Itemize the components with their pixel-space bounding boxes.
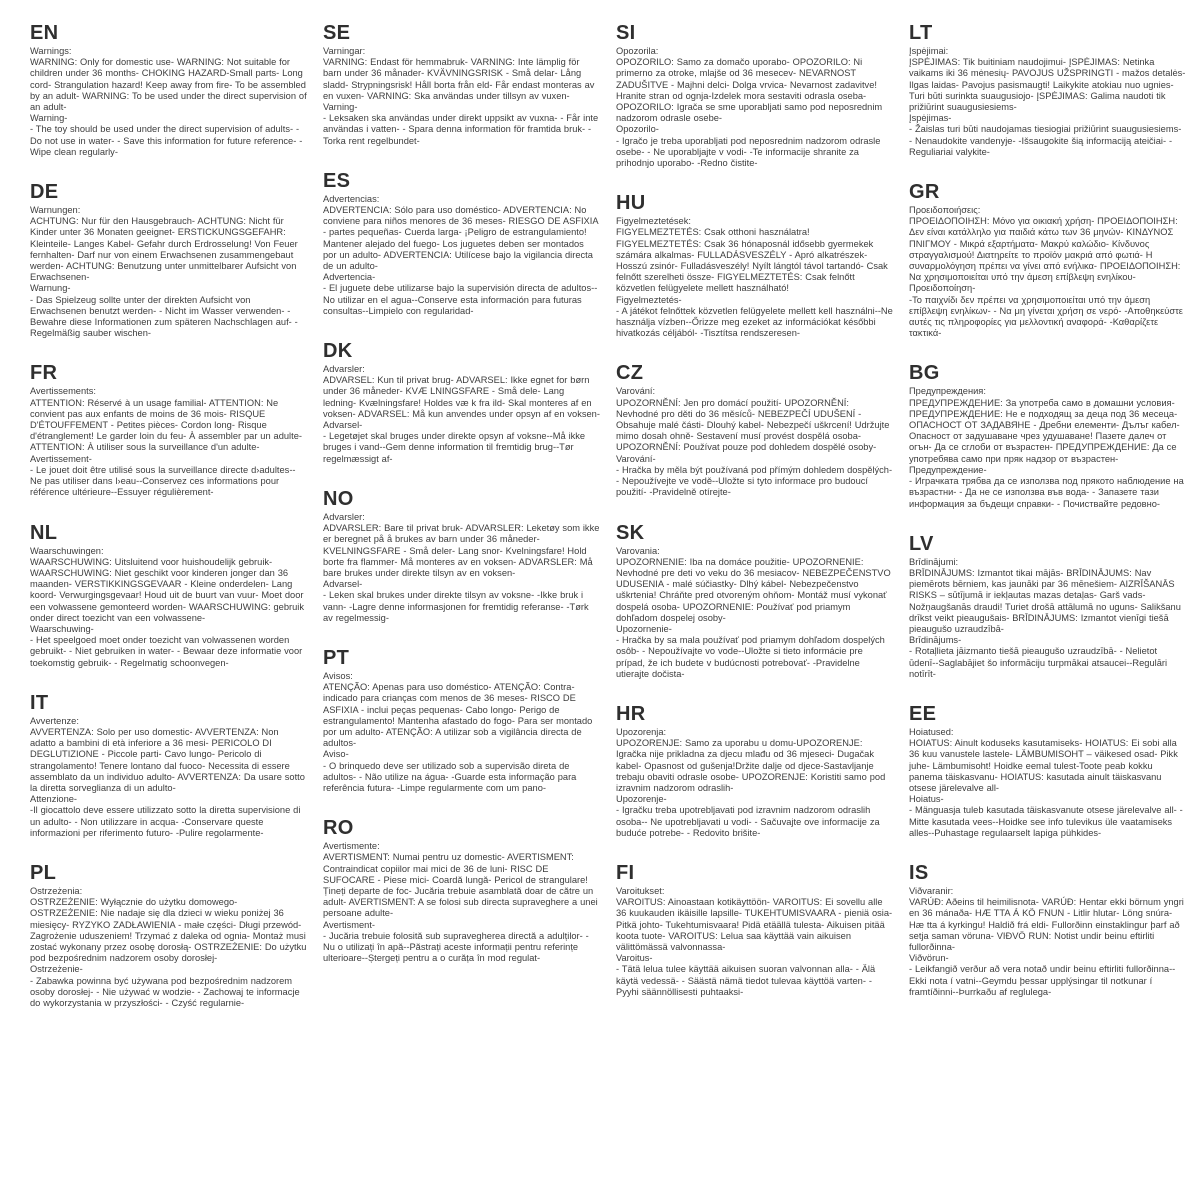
warning-text: WARNING: Only for domestic use- WARNING: Not suitable for children under 36 months- CHOKING HAZARD-Small parts- Long cord- Strangulation hazard! Keep away from fire- To be assembled by an adult- WARNING: To be used under the direct supervision of an adult- (30, 57, 307, 113)
warning-note-label: Upozorenje- (616, 794, 667, 805)
warning-text: OSTRZEŻENIE: Wyłącznie do użytku domowego- OSTRZEŻENIE: Nie nadaje się dla dzieci w wieku poniżej 36 miesięcy- RYZYKO ZADŁAWIENIA - małe części- Długi przewód- Zagrożenie uduszeniem! Trzymać z daleka od ognia- Montaż musi zostać wykonany przez osobę dorosłą- OSTRZEŻENIE: Do użytku pod bezpośrednim nadzorem osoby dorosłej- (30, 897, 307, 964)
warning-note-label: Varning- (323, 102, 358, 113)
language-code: IT (30, 691, 49, 714)
warnings-heading: Avertissements: (30, 386, 96, 397)
warning-text: ADVARSLER: Bare til privat bruk- ADVARSLER: Leketøy som ikke er beregnet på å brukes av barn under 36 måneder- KVELNINGSFARE - Små deler- Lang snor- Kvelningsfare! Hold borte fra flammer- Må monteres av en voksen- ADVARSLER: Må bare brukes under direkte tilsyn av en voksen- (323, 523, 600, 578)
language-section (909, 862, 1186, 998)
warning-note-label: Warning- (30, 113, 68, 124)
warning-text: BRĪDINĀJUMS: Izmantot tikai mājās- BRĪDINĀJUMS: Nav piemērots bērniem, kas jaunāki par 36 mēnešiem- AIZRĪŠANĀS RISKS – sūtījumā ir iekļautas mazas detaļas- Garš vads- Nožņaugšanās draudi! Turiet drošā attālumā no uguns- Salikšanu drīkst veikt pieaugušais- BRĪDINĀJUMS: Izmantot vienīgi tiešā pieaugušo uzraudzībā- (909, 567, 1181, 634)
language-section (30, 181, 307, 339)
language-code: DE (30, 181, 59, 204)
language-code: SE (323, 22, 351, 44)
language-section (616, 362, 893, 498)
warning-text: UPOZORENJE: Samo za uporabu u domu-UPOZORENJE: Igračka nije prikladna za djecu mlađu od 36 mjeseci- Dugačak kabel- Opasnost od gušenja!Držite dalje od djece-Sastavljanje trebaju obaviti odrasle osobe- UPOZORENJE: Koristiti samo pod izravnim nadzorom odraslih- (616, 738, 886, 793)
language-code: HU (616, 192, 646, 215)
language-section (616, 703, 893, 839)
warning-note-label: Aviso- (323, 749, 349, 760)
warning-details: - Igračo je treba uporabljati pod neposrednim nadzorom odrasle osebe- - Ne uporabljajte v vodi- -Te informacije shranite za prihodnjo uporabo- -Redno čistite- (616, 135, 881, 169)
warning-note-label: Įspėjimas- (909, 113, 952, 124)
warnings-heading: Viðvaranir: (909, 885, 954, 896)
warnings-heading: Upozorenja: (616, 726, 667, 737)
warning-note-label: Hoiatus- (909, 794, 944, 805)
warning-details: - Leksaken ska användas under direkt uppsikt av vuxna- - Får inte användas i vatten- - Spara denna information för framtida bruk- - Torka rent regelbundet- (323, 113, 599, 146)
language-section (30, 22, 307, 158)
warning-details: - Žaislas turi būti naudojamas tiesiogiai prižiūrint suaugusiesiems- - Nenaudokite vandenyje- -Išsaugokite šią informaciją ateičiai- -Reguliariai valykite- (909, 124, 1182, 157)
warning-text: FIGYELMEZTETÉS: Csak otthoni használatra! FIGYELMEZTETÉS: Csak 36 hónaposnál idősebb gyermekek számára alkalmas- FULLADÁSVESZÉLY - Apró alkatrészek- Hosszú zsinór- Fulladásveszély! Nyílt lángtól távol tartandó- Csak felnőtt szerelheti össze- FIGYELMEZTETÉS: Csak felnőtt közvetlen felügyelete mellett használható! (616, 227, 888, 294)
warning-details: - Hračka by měla být používaná pod přímým dohledem dospělých- - Nepoužívejte ve vodě--Uložte si tyto informace pro budoucí použití- -Pravidelně otírejte- (616, 464, 893, 498)
language-code: RO (323, 817, 354, 840)
warnings-heading: Įspėjimai: (909, 46, 949, 56)
warnings-heading: Προειδοποιήσεις: (909, 205, 981, 216)
warnings-column-2 (323, 22, 600, 1184)
warnings-heading: Warnungen: (30, 205, 81, 216)
warning-text: ATENÇÃO: Apenas para uso doméstico- ATENÇÃO: Contra-indicado para crianças com menos de 36 meses- RISCO DE ASFIXIA - inclui peças pequenas- Cabo longo- Perigo de estrangulamento! Mantenha afastado do fogo- Para ser montado por um adulto- ATENÇÃO: A utilizar sob a vigilância directa de adultos- (323, 682, 593, 749)
warning-text: AVERTISMENT: Numai pentru uz domestic- AVERTISMENT: Contraindicat copiilor mai mici de 36 de luni- RISC DE SUFOCARE - Piese mici- Coardă lungă- Pericol de strangulare! Țineți departe de foc- Jucăria trebuie asamblată doar de către un adult- AVERTISMENT: A se folosi sub directa supraveghere a unei persoane adulte- (323, 852, 598, 919)
warning-note-label: Viðvörun- (909, 953, 949, 964)
warning-details: - El juguete debe utilizarse bajo la supervisión directa de adultos--No utilizar en el agua--Conserve esta información para futuras consultas--Limpielo con regularidad- (323, 283, 598, 316)
language-section (909, 181, 1186, 339)
warning-note-label: Varoitus- (616, 953, 653, 964)
warnings-column-4 (909, 22, 1186, 1184)
warning-text: OPOZORILO: Samo za domačo uporabo- OPOZORILO: Ni primerno za otroke, mlajše od 36 mesecev- NEVARNOST ZADUŠITVE - Majhni delci- Dolga vrvica- Nevarnost zadavitve! Hranite stran od ognja-Izdelek mora sestaviti odrasla oseba- OPOZORILO: Igrača se sme uporabljati samo pod neposrednim nadzorom odrasle osebe- (616, 57, 883, 124)
language-code: HR (616, 702, 646, 725)
language-section (323, 817, 600, 964)
language-code: PL (30, 861, 57, 884)
warnings-heading: Varování: (616, 386, 656, 397)
warnings-heading: Opozorila: (616, 46, 659, 56)
language-section (909, 533, 1186, 680)
warnings-heading: Advarsler: (323, 511, 365, 522)
warning-note-label: Opozorilo- (616, 124, 659, 135)
warnings-heading: Figyelmeztetések: (616, 216, 691, 227)
language-code: FI (616, 861, 635, 884)
warning-text: HOIATUS: Ainult koduseks kasutamiseks- HOIATUS: Ei sobi alla 36 kuu vanustele lastele- LÄMBUMISOHT – väikesed osad- Pikk juhe- Lämbumisoht! Hoidke eemal tulest-Toote peab kokku panema täiskasvanu- HOIATUS: kasutada ainult täiskasvanu otsese järelevalve all- (909, 738, 1178, 793)
language-code: FR (30, 362, 58, 385)
warning-note-label: Avertissement- (30, 453, 92, 464)
warnings-heading: Avvertenze: (30, 715, 79, 726)
warning-note-label: Attenzione- (30, 794, 78, 805)
warning-details: - Legetøjet skal bruges under direkte opsyn af voksne--Må ikke bruges i vand--Gem denne information til fremtidig brug--Tør regelmæssigt af- (323, 431, 586, 464)
warning-details: - Igračku treba upotrebljavati pod izravnim nadzorom odraslih osoba-- Ne upotrebljavati u vodi- - Sačuvajte ove informacije za buduće potrebe- - Redovito brišite- (616, 805, 880, 838)
warning-details: - O brinquedo deve ser utilizado sob a supervisão direta de adultos- - Não utilize na água- -Guarde esta informação para referência futura- -Limpe regularmente com um pano- (323, 760, 577, 793)
language-section (323, 340, 600, 465)
language-code: DK (323, 340, 353, 363)
warning-note-label: Brīdinājums- (909, 635, 962, 646)
warnings-heading: Предупреждения: (909, 386, 986, 397)
warning-details: - Играчката трябва да се използва под прякото наблюдение на възрастни- - Да не се използва във вода- - Запазете тази информация за бъдещи справки- - Почиствайте редовно- (909, 476, 1184, 509)
language-code: LV (909, 532, 934, 555)
warning-text: UPOZORNĚNÍ: Jen pro domácí použití- UPOZORNĚNÍ: Nevhodné pro děti do 36 měsíců- NEBEZPEČÍ UDUŠENÍ - Obsahuje malé části- Dlouhý kabel- Nebezpečí uškrcení! Udržujte mimo dosah ohně- Sestavení musí provést dospělá osoba- UPOZORNĚNÍ: Používat pouze pod dohledem dospělé osoby- (616, 397, 890, 453)
language-section (909, 22, 1186, 158)
warning-details: - Mänguasja tuleb kasutada täiskasvanute otsese järelevalve all- - Mitte kasutada vees--Hoidke see info tulevikus üle vaatamiseks alles--Puhastage regulaarselt lapiga pühkides- (909, 805, 1183, 838)
warnings-heading: Hoiatused: (909, 726, 954, 737)
language-code: NL (30, 521, 58, 544)
warning-details: - Hračka by sa mala používať pod priamym dohľadom dospelých osôb- - Nepoužívajte vo vode--Uložte si tieto informácie pre prípad, že ich budete v budúcnosti potrebovať- -Pravidelne utierajte dočista- (616, 635, 885, 679)
warnings-heading: Waarschuwingen: (30, 545, 104, 556)
warning-text: ADVERTENCIA: Sólo para uso doméstico- ADVERTENCIA: No conviene para niños menores de 36 meses- RIESGO DE ASFIXIA - partes pequeñas- Cuerda larga- ¡Peligro de estrangulamiento! Mantener alejado del fuego- Los juguetes deben ser montados por un adulto- ADVERTENCIA: Utilícese bajo la vigilancia directa de un adulto- (323, 205, 599, 272)
warning-text: ΠΡΟΕΙΔΟΠΟΙΗΣΗ: Μόνο για οικιακή χρήση- ΠΡΟΕΙΔΟΠΟΙΗΣΗ: Δεν είναι κατάλληλο για παιδιά κάτω των 36 μηνών- ΚΙΝΔΥΝΟΣ ΠΝΙΓΜΟΥ - Μικρά εξαρτήματα- Μακρύ καλώδιο- Κίνδυνος στραγγαλισμού! Διατηρείτε το προϊόν μακριά από φωτιά- Η συναρμολόγηση πρέπει να γίνει από ενήλικα- ΠΡΟΕΙΔΟΠΟΙΗΣΗ: Να χρησιμοποιείται υπό την άμεση επίβλεψη ενηλίκου- (909, 216, 1181, 283)
warning-details: - Le jouet doit être utilisé sous la surveillance directe d›adultes--Ne pas utiliser dans l›eau--Conservez ces informations pour référence ultérieure--Essuyer régulièrement- (30, 464, 296, 498)
warnings-heading: Avertismente: (323, 841, 380, 852)
warning-details: - Jucăria trebuie folosită sub supravegherea directă a adulților- - Nu o utilizați în apă--Păstrați aceste informații pentru referințe ulterioare--Ștergeți pentru a o curăța în mod regulat- (323, 930, 589, 964)
language-section (323, 22, 600, 147)
language-section (30, 692, 307, 839)
warnings-heading: Avisos: (323, 670, 353, 681)
warnings-heading: Warnings: (30, 46, 72, 56)
warning-text: ADVARSEL: Kun til privat brug- ADVARSEL: Ikke egnet for børn under 36 måneder- KVÆ LNINGSFARE - Små dele- Lang ledning- Kvælningsfare! Holdes væ k fra ild- Skal monteres af en voksen- ADVARSEL: Må kun anvendes under opsyn af en voksen- (323, 375, 600, 419)
warning-text: AVVERTENZA: Solo per uso domestic- AVVERTENZA: Non adatto a bambini di età inferiore a 36 mesi- PERICOLO DI DEGLUTIZIONE - Piccole parti- Cavo lungo- Pericolo di strangolamento! Tenere lontano dal fuoco- Necessita di essere assemblato da un individuo adulto- AVVERTENZA: Da usare sotto la diretta sorveglianza di un adulto- (30, 726, 305, 793)
warning-text: VARNING: Endast för hemmabruk- VARNING: Inte lämplig för barn under 36 månader- KVÄVNINGSRISK - Små delar- Lång sladd- Strypningsrisk! Håll borta från eld- Får endast monteras av en vuxen- VARNING: Ska användas under tillsyn av vuxen- (323, 57, 595, 101)
warning-details: - Das Spielzeug sollte unter der direkten Aufsicht von Erwachsenen benutzt werden- - Nicht im Wasser verwenden- -Bewahre diese Informationen zum späteren Nachschlagen auf- -Regelmäßig sauber wischen- (30, 294, 298, 339)
warnings-column-1 (30, 22, 307, 1184)
warning-details: - The toy should be used under the direct supervision of adults- - Do not use in water- - Save this information for future reference- - Wipe clean regularly- (30, 124, 303, 157)
warning-note-label: Upozornenie- (616, 623, 672, 634)
warnings-heading: Varningar: (323, 46, 366, 56)
language-section (616, 22, 893, 169)
language-code: EN (30, 22, 59, 44)
warning-text: ATTENTION: Réservé à un usage familial- ATTENTION: Ne convient pas aux enfants de moins de 36 mois- RISQUE D'ÉTOUFFEMENT - Petites pièces- Cordon long- Risque d'étranglement! Le garder loin du feu- À assembler par un adulte- ATTENTION: À utiliser sous la surveillance d'un adulte- (30, 397, 302, 453)
language-section (616, 862, 893, 998)
warning-note-label: Предупреждение- (909, 464, 987, 475)
language-code: GR (909, 181, 940, 204)
warning-note-label: Advarsel- (323, 420, 363, 431)
language-section (909, 362, 1186, 509)
warnings-heading: Varoitukset: (616, 885, 665, 896)
warning-note-label: Ostrzeżenie- (30, 964, 83, 975)
language-code: SK (616, 521, 645, 544)
warning-details: - Zabawka powinna być używana pod bezpośrednim nadzorem osoby dorosłej- - Nie używać w wodzie- - Zachowaj te informacje do wykorzystania w przyszłości- - Czyść regularnie- (30, 975, 300, 1008)
warning-text: WAARSCHUWING: Uitsluitend voor huishoudelijk gebruik- WAARSCHUWING: Niet geschikt voor kinderen jonger dan 36 maanden- VERSTIKKINGSGEVAAR - Kleine onderdelen- Lang koord- Verwurgingsgevaar! Houd uit de buurt van vuur- Moet door een volwassene gemonteerd worden- WAARSCHUWING: gebruik onder direct toezicht van een volwassene- (30, 556, 304, 623)
warning-text: ПРЕДУПРЕЖДЕНИЕ: За употреба само в домашни условия- ПРЕДУПРЕЖДЕНИЕ: Не е подходящ за деца под 36 месеца- ОПАСНОСТ ОТ ЗАДАВЯНЕ - Дребни елементи- Дълъг кабел- Опасност от задушаване чрез удушаване! Пазете далеч от огън- Да се сглоби от възрастен- ПРЕДУПРЕЖДЕНИЕ: Да се употребява само при пряк надзор от възрастен- (909, 397, 1180, 464)
warning-text: VARÚÐ: Aðeins til heimilisnota- VARÚÐ: Hentar ekki börnum yngri en 36 mánaða- HÆ TTA Á KÖ FNUN - Litlir hlutar- Löng snúra- Hæ tta á kyrkingu! Haldið frá eldi- Fullorðinn einstaklingur þarf að setja saman vöruna- VIÐVÖ RUN: Notist undir beinu eftirliti fullorðinna- (909, 897, 1184, 952)
warning-details: -Il giocattolo deve essere utilizzato sotto la diretta supervisione di un adulto- - Non utilizzare in acqua- -Conservare queste informazioni per riferimento futuro- -Pulire regolarmente- (30, 805, 301, 838)
warning-note-label: Figyelmeztetés- (616, 294, 682, 305)
warnings-heading: Advertencias: (323, 193, 380, 204)
language-code: LT (909, 22, 933, 44)
warning-details: - Het speelgoed moet onder toezicht van volwassenen worden gebruikt- - Niet gebruiken in water- - Bewaar deze informatie voor toekomstig gebruik- - Regelmatig schoonvegen- (30, 635, 303, 668)
language-code: PT (323, 646, 350, 669)
warning-details: - Leken skal brukes under direkte tilsyn av voksne- -Ikke bruk i vann- -Lagre denne informasjonen for fremtidig referanse- -Tørk av regelmessig- (323, 590, 589, 623)
language-code: ES (323, 169, 351, 192)
warning-text: ĮSPĖJIMAS: Tik buitiniam naudojimui- ĮSPĖJIMAS: Netinka vaikams iki 36 mėnesių- PAVOJUS UŽSPRINGTI - mažos detalės- Ilgas laidas- Pavojus pasismaugti! Laikykite atokiau nuo ugnies- Turi būti surinkta suaugusiojo- ĮSPĖJIMAS: Galima naudoti tik prižiūrint suaugusiesiems- (909, 57, 1186, 113)
language-code: CZ (616, 362, 644, 385)
language-section (616, 192, 893, 339)
language-section (323, 647, 600, 794)
language-code: BG (909, 362, 940, 385)
warnings-column-3 (616, 22, 893, 1184)
warning-details: - Tätä lelua tulee käyttää aikuisen suoran valvonnan alla- - Älä käytä vedessä- - Säästä nämä tiedot tulevaa käyttöä varten- - Pyyhi säännöllisesti puhtaaksi- (616, 964, 876, 997)
language-section (30, 522, 307, 669)
warning-note-label: Varování- (616, 453, 656, 464)
warnings-heading: Varovania: (616, 545, 660, 556)
warning-note-label: Waarschuwing- (30, 623, 94, 634)
language-section (909, 703, 1186, 839)
warning-text: VAROITUS: Ainoastaan kotikäyttöön- VAROITUS: Ei sovellu alle 36 kuukauden ikäisille lapsille- TUKEHTUMISVAARA - pieniä osia- Pitkä johto- Tukehtumisvaara! Pidä etäällä tulesta- Aikuisen pitää koota tuote- VAROITUS: Lelua saa käyttää vain aikuisen välittömässä valvonnassa- (616, 897, 893, 952)
warning-note-label: Avertisment- (323, 919, 376, 930)
warning-note-label: Προειδοποίηση- (909, 283, 976, 294)
warnings-heading: Advarsler: (323, 364, 365, 375)
warning-text: ACHTUNG: Nur für den Hausgebrauch- ACHTUNG: Nicht für Kinder unter 36 Monaten geeignet- ERSTICKUNGSGEFAHR: Kleinteile- Langes Kabel- Gefahr durch Erdrosselung! Von Feuer fernhalten- Darf nur von einem Erwachsenen zusammengebaut werden- ACHTUNG: Benutzung unter unmittelbarer Aufsicht von Erwachsenen- (30, 216, 298, 283)
warnings-heading: Brīdinājumi: (909, 556, 959, 567)
warning-details: - Leikfangið verður að vera notað undir beinu eftirliti fullorðinna--Ekki nota í vatni--Geymdu þessar upplýsingar til notkunar í framtíðinni--Þurrkaðu af reglulega- (909, 964, 1176, 997)
language-code: EE (909, 702, 937, 725)
warning-note-label: Advarsel- (323, 579, 363, 590)
language-section (30, 862, 307, 1009)
warning-details: - Rotaļlieta jāizmanto tiešā pieaugušo uzraudzībā- - Nelietot ūdenī--Saglabājiet šo informāciju turpmākai atsaucei--Regulāri notīrīt- (909, 646, 1168, 679)
warning-details: - A játékot felnőttek közvetlen felügyelete mellett kell használni--Ne használja vízben--Őrizze meg ezeket az információkat későbbi hivatkozás céljából- -Tisztítsa rendszeresen- (616, 305, 893, 339)
warnings-heading: Ostrzeżenia: (30, 885, 83, 896)
language-section (30, 362, 307, 498)
warning-note-label: Warnung- (30, 283, 71, 294)
language-code: SI (616, 22, 636, 44)
language-code: NO (323, 487, 354, 510)
language-section (323, 170, 600, 317)
warning-details: -Το παιχνίδι δεν πρέπει να χρησιμοποιείται υπό την άμεση επίβλεψη ενηλίκων- - Να μη γίνεται χρήση σε νερό- -Αποθηκεύστε αυτές τις πληροφορίες για μελλοντική αναφορά- -Καθαρίζετε τακτικά- (909, 294, 1183, 339)
warning-text: UPOZORNENIE: Iba na domáce použitie- UPOZORNENIE: Nevhodné pre deti vo veku do 36 mesiacov- NEBEZPEČENSTVO UDUSENIA - malé súčiastky- Dlhý kábel- Nebezpečenstvo uškrtenia! Chráňte pred otvoreným ohňom- Montáž musí vykonať dospelá osoba- UPOZORNENIE: Používať pod priamym dohľadom dospelej osoby- (616, 556, 891, 623)
language-section (616, 522, 893, 680)
language-section (323, 488, 600, 624)
language-code: IS (909, 861, 929, 884)
warning-note-label: Advertencia- (323, 272, 376, 283)
